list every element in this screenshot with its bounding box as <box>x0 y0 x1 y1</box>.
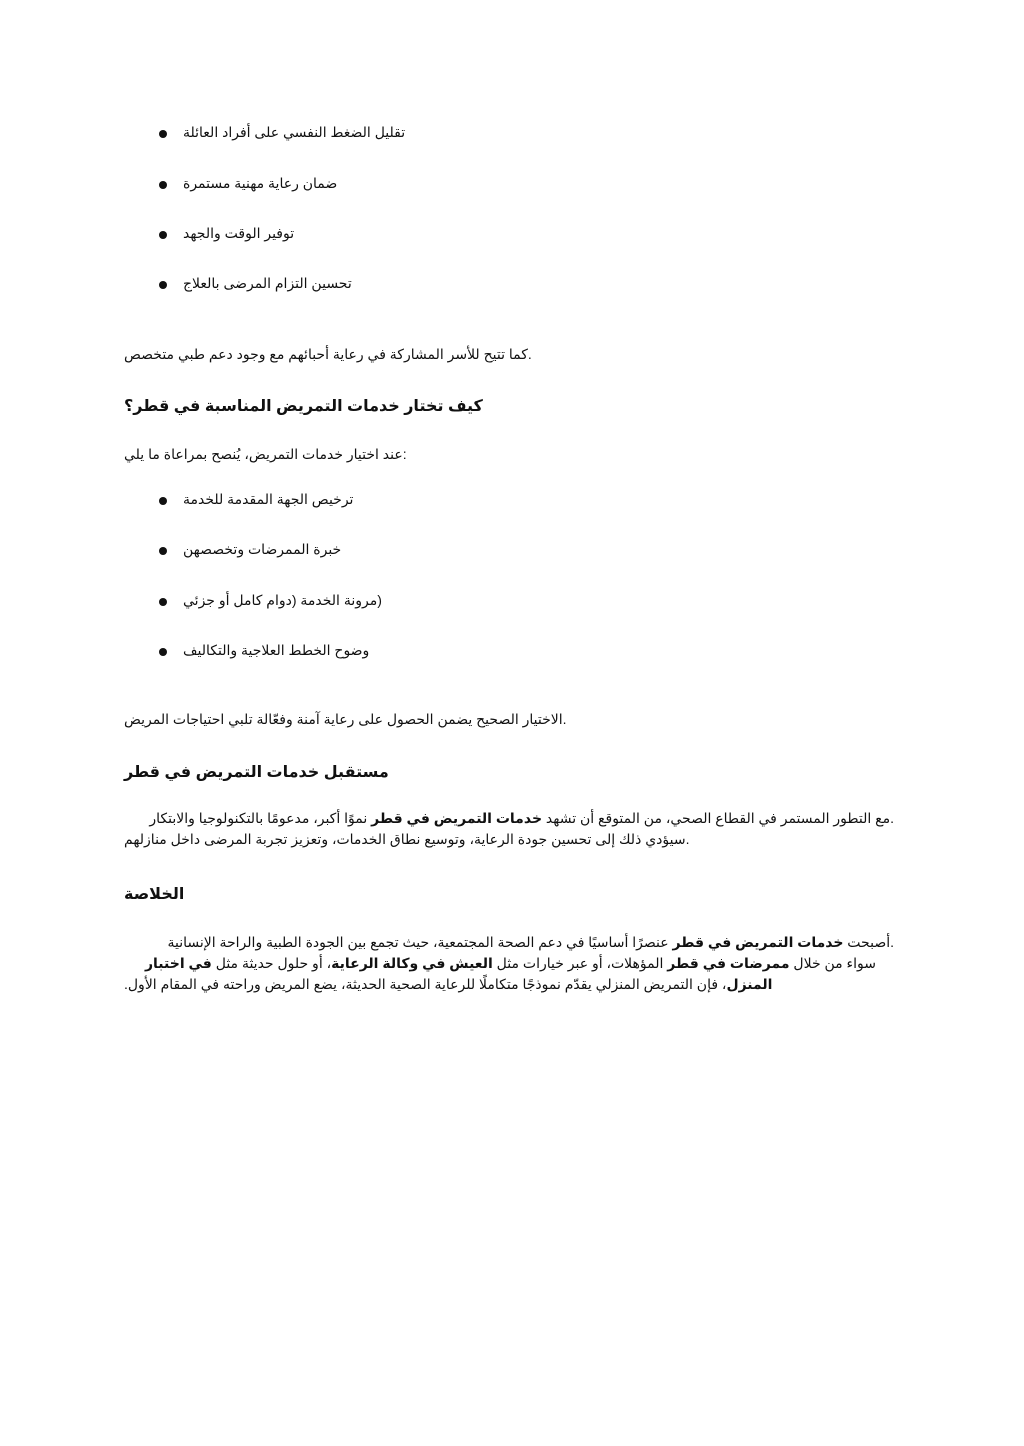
list-item <box>150 122 406 144</box>
list-item-text: وضوح الخطط العلاجية والتكاليف <box>183 642 370 658</box>
paragraph-line: المنزل، فإن التمريض المنزلي يقدّم نموذجًا متكاملًا للرعاية الصحية الحديثة، يضع المريض وراحته في المقام الأول. <box>124 976 773 992</box>
paragraph <box>124 932 894 995</box>
list-item <box>150 590 390 612</box>
bullet-icon <box>159 281 167 289</box>
bullet-icon <box>159 648 167 656</box>
paragraph: :عند اختيار خدمات التمريض، يُنصح بمراعاة ما يلي <box>124 446 407 462</box>
paragraph <box>124 808 894 850</box>
section-heading: مستقبل خدمات التمريض في قطر <box>124 764 389 781</box>
paragraph-line: سواء من خلال ممرضات في قطر المؤهلات، أو عبر خيارات مثل العيش في وكالة الرعاية، أو حلول حديثة مثل في اختبار <box>144 955 876 971</box>
list-item <box>150 640 390 662</box>
list-item-text: ترخيص الجهة المقدمة للخدمة <box>183 491 354 507</box>
list-item-text: تحسين التزام المرضى بالعلاج <box>183 275 352 291</box>
bullet-icon <box>159 547 167 555</box>
section-heading: الخلاصة <box>124 886 185 903</box>
paragraph-line: .سيؤدي ذلك إلى تحسين جودة الرعاية، وتوسيع نطاق الخدمات، وتعزيز تجربة المرضى داخل منازلهم <box>124 831 690 847</box>
paragraph: .كما تتيح للأسر المشاركة في رعاية أحبائهم مع وجود دعم طبي متخصص <box>124 346 532 362</box>
paragraph-line: أصبحت خدمات التمريض في قطر عنصرًا أساسيًا في دعم الصحة المجتمعية، حيث تجمع بين الجودة الطبية والراحة الإنسانية. <box>167 934 894 950</box>
bullet-icon <box>159 497 167 505</box>
bullet-icon <box>159 231 167 239</box>
list-item-text: (مرونة الخدمة (دوام كامل أو جزئي <box>183 592 382 608</box>
list-item <box>150 539 390 561</box>
list-item-text: توفير الوقت والجهد <box>183 225 295 241</box>
list-item <box>150 223 390 245</box>
bullet-icon <box>159 130 167 138</box>
list-item-text: ضمان رعاية مهنية مستمرة <box>183 175 338 191</box>
paragraph: .الاختيار الصحيح يضمن الحصول على رعاية آمنة وفعّالة تلبي احتياجات المريض <box>124 711 567 727</box>
list-item <box>150 273 390 295</box>
bullet-icon <box>159 181 167 189</box>
list-item-text: تقليل الضغط النفسي على أفراد العائلة <box>183 124 406 140</box>
paragraph-line: مع التطور المستمر في القطاع الصحي، من المتوقع أن تشهد خدمات التمريض في قطر نموًا أكبر، مدعومًا بالتكنولوجيا والابتكار. <box>149 810 894 826</box>
list-item <box>150 173 390 195</box>
section-heading: كيف تختار خدمات التمريض المناسبة في قطر؟ <box>124 398 483 415</box>
list-item-text: خبرة الممرضات وتخصصهن <box>183 541 342 557</box>
list-item <box>150 489 390 511</box>
bullet-icon <box>159 598 167 606</box>
